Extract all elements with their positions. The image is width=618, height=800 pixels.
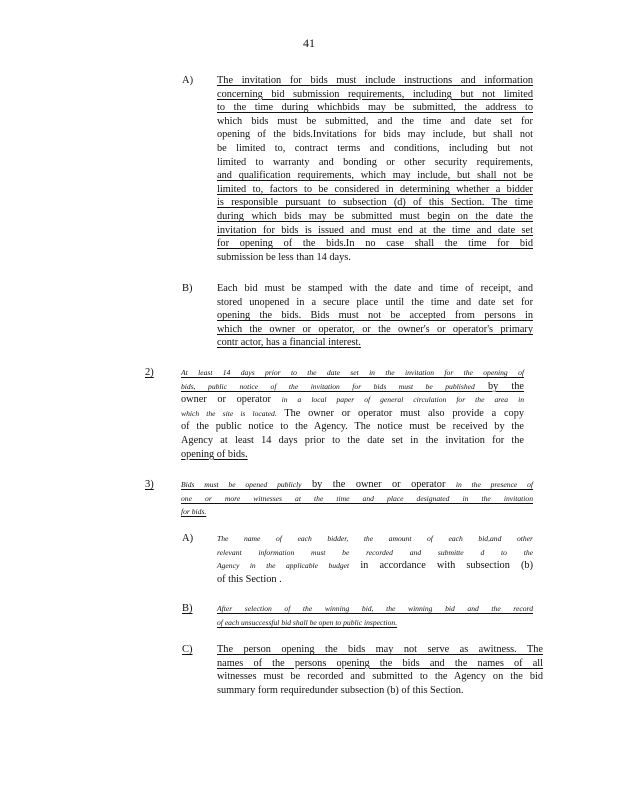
small-text: which the site is located. [181,408,277,418]
paragraph-3c [217,643,543,697]
item-label-1a: A) [182,75,194,86]
text-line [181,366,524,380]
small-text: Agency in the applicable budget [217,561,350,571]
normal-text: owner or operator [181,394,271,406]
paragraph-1a [217,74,533,264]
item-label-3c: C) [182,644,193,655]
small-text: Bids must be opened publicly [181,480,302,489]
text-line: contr actor, has a financial interest. [217,337,361,349]
text-line [181,407,524,421]
small-text: of each unsuccessful bid shall be open to public inspection. [217,617,398,627]
small-text: bids, public notice of the invitation for bids must be published [181,381,475,391]
text-line [217,616,533,630]
text-line: limited to warranty and bonding or other security requirements, [217,156,533,168]
paragraph-3a [217,532,533,586]
small-text: After selection of the winning bid, the winning bid and the record [217,604,533,613]
text-line: Agency at least 14 days prior to the date set in the invitation for the [181,434,524,446]
text-line: of the public notice to the Agency. The notice must be received by the [181,421,524,433]
text-line: concerning bid submission requirements, including but not limited [217,88,533,100]
paragraph-2 [181,366,524,461]
text-line: during which bids may be submitted must begin on the date the [217,210,533,222]
page-number: 41 [303,36,315,50]
text-line: invitation for bids is issued and must end at the time and date set [217,224,533,236]
text-line: is responsible pursuant to subsection (d) of this Section. The time [217,197,533,209]
text-line: opening of the bids.Invitations for bids may include, but shall not [217,129,533,141]
text-line [217,532,533,546]
text-line: The person opening the bids may not serve as awitness. The [217,644,543,655]
small-text: in the presence of [455,480,533,489]
paragraph-1b [217,282,533,350]
item-label-3b: B) [182,603,193,614]
item-label-2: 2) [145,367,154,378]
small-text: The name of each bidder, the amount of each bid,and other [217,534,533,543]
text-line: submission be less than 14 days. [217,251,351,263]
normal-text: by the owner or operator [312,479,446,490]
text-line: be limited to, contract terms and conditions, including but not [217,142,533,154]
paragraph-3 [181,478,533,519]
small-text: for bids. [181,507,207,517]
item-label-3a: A) [182,533,194,544]
text-line [181,492,533,506]
text-line [217,602,533,616]
text-line: witnesses must be recorded and submitted to the Agency on the bid [217,671,543,683]
text-line [181,505,533,519]
text-line [217,559,533,573]
text-line: which bids must be submitted, and the time and date set for [217,115,533,127]
small-text: in a local paper of general circulation for the area in [281,395,524,405]
text-line [181,393,524,407]
text-line: opening of bids. [181,448,248,460]
normal-text: in accordance with subsection (b) [360,560,534,572]
text-line [217,546,533,560]
text-line [181,478,533,492]
small-text: At least 14 days prior to the date set in the invitation for the opening of [181,368,524,377]
text-line: which the owner or operator, or the owner's or operator's primary [217,323,533,335]
normal-text: The owner or operator must also provide a copy [284,407,524,419]
text-line: opening the bids. Bids must not be accepted from persons in [217,310,533,322]
text-line: stored unopened in a secure place until the time and date set for [217,296,533,308]
item-label-1b: B) [182,283,193,294]
small-text: one or more witnesses at the time and place designated in the invitation [181,493,533,503]
text-line: and qualification requirements, which may include, but shall not be [217,170,533,182]
text-line: The invitation for bids must include instructions and information [217,75,533,86]
text-line: names of the persons opening the bids and the names of all [217,657,543,669]
normal-text: by the [487,380,525,392]
text-line: limited to, factors to be considered in determining whether a bidder [217,183,533,195]
text-line: summary form requiredunder subsection (b) of this Section. [217,684,464,696]
small-text: relevant information must be recorded and submitte d to the [217,547,533,557]
text-line: of this Section . [217,573,282,585]
item-label-3: 3) [145,479,154,490]
paragraph-3b [217,602,533,629]
text-line [181,380,524,394]
text-line: for opening of the bids.In no case shall the time for bid [217,238,533,250]
text-line: to the time during whichbids may be submitted, the address to [217,102,533,114]
text-line: Each bid must be stamped with the date and time of receipt, and [217,283,533,294]
